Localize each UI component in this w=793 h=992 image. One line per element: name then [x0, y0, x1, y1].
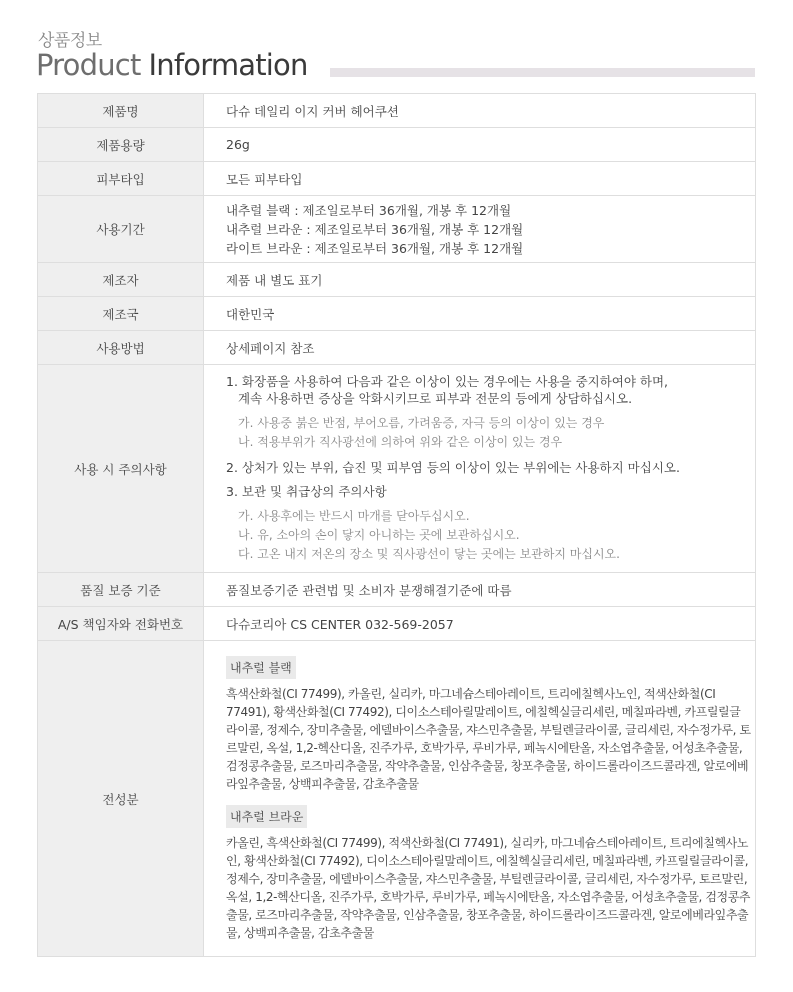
row-label: 피부타입 — [38, 162, 204, 196]
row-ingredients — [38, 641, 756, 957]
caution-item-3: 3. 보관 및 취급상의 주의사항 — [226, 484, 387, 499]
row-value: 상세페이지 참조 — [204, 331, 756, 365]
row-cautions — [38, 365, 756, 573]
row-value: 품질보증기준 관련법 및 소비자 분쟁해결기준에 따름 — [204, 573, 756, 607]
caution-sub-item: 다. 고온 내지 저온의 장소 및 직사광선이 닿는 곳에는 보관하지 마십시오. — [238, 547, 620, 561]
row-value — [204, 196, 756, 263]
usage-period-line: 내추럴 브라운 : 제조일로부터 36개월, 개봉 후 12개월 — [226, 221, 524, 237]
ingredients-text: 흑색산화철(CI 77499), 카올린, 실리카, 마그네슘스테아레이트, 트리에칠헥사노인, 적색산화철(CI 77491), 황색산화철(CI 77492), 디이소스테아릴말레이트, 에칠헥실글리세린, 메칠파라벤, 카프릴릴글라이콜, 정제수, 장미추출물, 에델바이스추출물, 쟈스민추출물, 부틸렌글라이콜, 글리세린, 자수정가루, 토르말린, 옥설, 1,2-헥산디올, 진주가루, 호박가루, 루비가루, 페녹시에탄올, 자소엽추출물, 어성초추출물, 검정콩추출물, 로즈마리추출물, 작약추출물, 인삼추출물, 창포추출물, 하이드롤라이즈드콜라겐, 알로에베라잎추출물, 상백피추출물, 감초추출물 — [226, 686, 751, 791]
row-label: 사용방법 — [38, 331, 204, 365]
row-value: 모든 피부타입 — [204, 162, 756, 196]
caution-item-1-cont: 계속 사용하면 증상을 악화시키므로 피부과 전문의 등에게 상담하십시오. — [238, 391, 633, 406]
row-label: 제조자 — [38, 263, 204, 297]
caution-sub-item: 가. 사용중 붉은 반점, 부어오름, 가려움증, 자극 등의 이상이 있는 경우 — [238, 416, 605, 430]
ingredients-variant-tag: 내추럴 브라운 — [226, 805, 307, 828]
row-usage-period — [38, 196, 756, 263]
row-label: 제조국 — [38, 297, 204, 331]
row-label: 사용 시 주의사항 — [38, 365, 204, 573]
cautions-content — [204, 365, 756, 573]
row-country — [38, 297, 756, 331]
ingredients-variant-tag: 내추럴 블랙 — [226, 656, 296, 679]
row-value: 대한민국 — [204, 297, 756, 331]
row-value: 제품 내 별도 표기 — [204, 263, 756, 297]
row-how-to-use — [38, 331, 756, 365]
row-skin-type — [38, 162, 756, 196]
header-rule — [330, 68, 755, 77]
row-label: 사용기간 — [38, 196, 204, 263]
ingredients-natural-brown — [226, 805, 751, 942]
row-value: 26g — [204, 128, 756, 162]
section-title-part2: Information — [148, 48, 308, 82]
product-info-table — [37, 93, 756, 957]
section-subtitle: 상품정보 — [38, 31, 102, 51]
row-label: A/S 책임자와 전화번호 — [38, 607, 204, 641]
row-label: 제품용량 — [38, 128, 204, 162]
row-as-contact — [38, 607, 756, 641]
ingredients-natural-black — [226, 656, 751, 793]
row-manufacturer — [38, 263, 756, 297]
caution-sub-item: 나. 유, 소아의 손이 닿지 아니하는 곳에 보관하십시오. — [238, 528, 520, 542]
ingredients-content — [204, 641, 756, 957]
section-title-part1: Product — [36, 48, 141, 82]
caution-item-1: 1. 화장품을 사용하여 다음과 같은 이상이 있는 경우에는 사용을 중지하여야 하며, — [226, 374, 669, 389]
row-label: 품질 보증 기준 — [38, 573, 204, 607]
usage-period-line: 라이트 브라운 : 제조일로부터 36개월, 개봉 후 12개월 — [226, 240, 524, 256]
ingredients-text: 카올린, 흑색산화철(CI 77499), 적색산화철(CI 77491), 실리카, 마그네슘스테아레이트, 트리에칠헥사노인, 황색산화철(CI 77492), 디이소스테아릴말레이트, 에칠헥실글리세린, 메칠파라벤, 카프릴릴글라이콜, 정제수, 장미추출물, 에델바이스추출물, 쟈스민추출물, 부틸렌글라이콜, 글리세린, 자수정가루, 토르말린, 옥설, 1,2-헥산디올, 진주가루, 호박가루, 루비가루, 페녹시에탄올, 자소엽추출물, 어성초추출물, 검정콩추출물, 로즈마리추출물, 작약추출물, 인삼추출물, 창포추출물, 하이드롤라이즈드콜라겐, 알로에베라잎추출물, 상백피추출물, 감초추출물 — [226, 835, 751, 940]
row-label: 제품명 — [38, 94, 204, 128]
row-quality — [38, 573, 756, 607]
row-volume — [38, 128, 756, 162]
row-product-name — [38, 94, 756, 128]
section-title — [36, 48, 308, 82]
caution-item-2: 2. 상처가 있는 부위, 습진 및 피부염 등의 이상이 있는 부위에는 사용하지 마십시오. — [226, 460, 680, 475]
row-label: 전성분 — [38, 641, 204, 957]
row-value: 다슈 데일리 이지 커버 헤어쿠션 — [204, 94, 756, 128]
section-header — [36, 26, 756, 84]
caution-sub-item: 가. 사용후에는 반드시 마개를 닫아두십시오. — [238, 509, 470, 523]
row-value: 다슈코리아 CS CENTER 032-569-2057 — [204, 607, 756, 641]
usage-period-line: 내추럴 블랙 : 제조일로부터 36개월, 개봉 후 12개월 — [226, 202, 512, 218]
caution-sub-item: 나. 적용부위가 직사광선에 의하여 위와 같은 이상이 있는 경우 — [238, 435, 563, 449]
